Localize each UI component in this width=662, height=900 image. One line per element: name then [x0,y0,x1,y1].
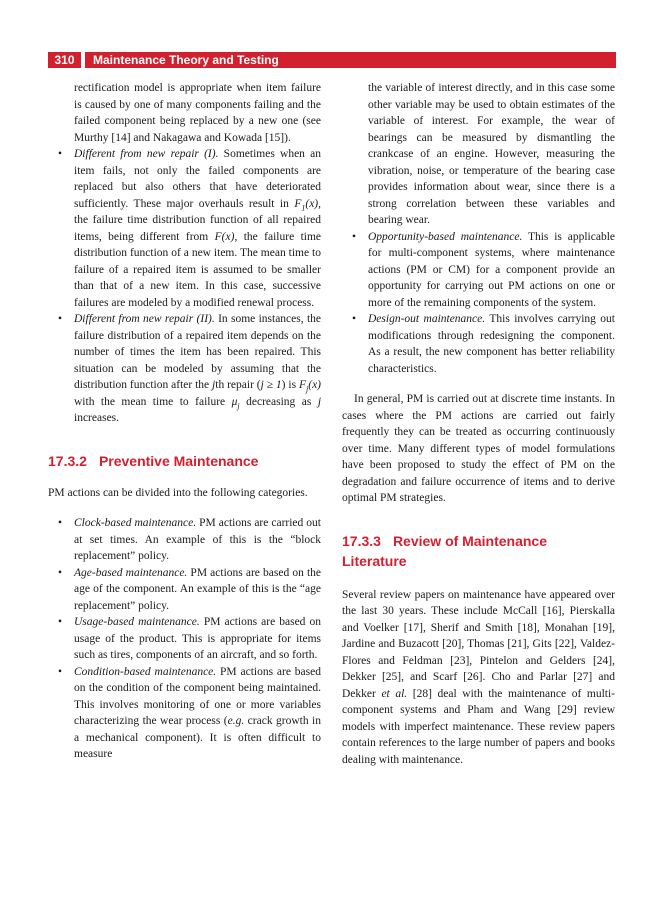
list-item: • Condition-based maintenance. PM actions are based on the condition of the component being maintained. This involves monitoring of one or more variables characterizing the wear process (e.g. crack growth in a mechanical component). It is often difficult to measure [58,665,321,760]
list-item: • Opportunity-based maintenance. This is applicable for multi-component systems, where maintenance actions (PM or CM) for a component provide an opportunity for carrying out PM actions on one or more of the remaining components of the system. [352,230,615,309]
running-title: Maintenance Theory and Testing [85,52,616,68]
bullet-icon: • [58,566,63,579]
list-item: • Different from new repair (II). In some instances, the failure distribution of a repaired item depends on the number of times the item has been repaired. This situation can be modeled by assuming that the distribution function after the jth repair (j ≥ 1) is $F_j(x)$ with the mean time to failure $\mu_j$ decreasing as j increases. [58,313,322,424]
math-expression: $F_1(x)$ [294,197,319,212]
bullet-icon: • [58,665,63,678]
list-item-term: Condition-based maintenance. [74,665,217,678]
repair-bullet-list [48,146,321,427]
bullet-icon: • [58,313,63,325]
continued-paragraph: the variable of interest directly, and in this case some other variable may be used to obtain estimates of the variable of interest. For example, the wear of bearings can be measured by dismantling the crankcase of an engine. However, measuring the vibration, noise, or temperature of the bearing case provides information about wear, since there is a strong correlation between these variables and bearing wear. [368,82,615,226]
page-number: 310 [48,52,81,68]
list-item: • Clock-based maintenance. PM actions are carried out at set times. An example of this is the “block replacement” policy. [58,517,321,562]
paragraph: In general, PM is carried out at discrete time instants. In cases where the PM actions are carried out fairly frequently they can be treated as occurring continuously over time. Many different types of model formulations have been proposed to study the effect of PM on the degradation and failure occurrence of items and to derive optimal PM strategies. [342,393,615,504]
left-column [48,80,321,763]
bullet-icon: • [352,313,357,325]
section-heading: 17.3.3 Review of Maintenance Literature [342,532,547,569]
running-header [48,52,616,68]
bullet-icon: • [58,517,63,529]
pm-category-list-continued [342,229,615,378]
list-item-term: Different from new repair (II). [74,313,215,325]
list-item: • Age-based maintenance. PM actions are based on the age of the component. An example of this is the “age replacement” policy. [58,566,321,612]
list-item: • Different from new repair (I). Sometimes when an item fails, not only the failed components are replaced but also others that have deteriorated sufficiently. These major overhauls result in $F_1(x)$, the failure time distribution function of all repaired items, being different from F(x), the failure time distribution function of a new item. The mean time to failure of a repaired item is assumed to be smaller than that of a new item. In this case, successive failures are modeled by a modified renewal process. [58,148,322,309]
pm-category-list [48,515,321,763]
list-item: • Usage-based maintenance. PM actions are based on usage of the product. This is appropriate for items such as tires, components of an aircraft, and so forth. [58,616,321,661]
section-heading: 17.3.2 Preventive Maintenance [48,452,259,469]
math-expression: $\mu_j$ [231,395,240,410]
list-item-term: Different from new repair (I). [74,148,219,160]
list-item-term: Usage-based maintenance. [74,616,200,628]
bullet-icon: • [352,230,357,243]
right-column [342,80,615,768]
list-item-term: Clock-based maintenance. [74,517,197,529]
list-item: • Design-out maintenance. This involves carrying out modifications through redesigning the component. As a result, the new component has better reliability characteristics. [352,313,615,375]
math-expression: F(x) [214,230,235,243]
list-item-term: Opportunity-based maintenance. [368,230,523,243]
list-item-term: Design-out maintenance. [368,313,486,325]
bullet-icon: • [58,148,63,160]
continued-paragraph: rectification model is appropriate when item failure is caused by one of many components failing and the failed component being replaced by a new one (see Murthy [14] and Nakagawa and Kowada [15]). [74,82,321,144]
math-expression: $F_j(x)$ [298,379,321,394]
paragraph: Several review papers on maintenance have appeared over the last 30 years. These include McCall [16], Pierskalla and Voelker [17], Sherif and Smith [18], Monahan [19], Jardine and Buzacott [20], Thomas [21], Gits [22], Valdez-Flores and Feldman [23], Pintelon and Gelders [24], Dekker [25], and Scarf [26]. Cho and Parlar [27] and Dekker et al. [28] deal with the maintenance of multi-component systems and Pham and Wang [29] review models with imperfect maintenance. These review papers contain references to the large number of papers and books dealing with maintenance. [342,588,616,766]
bullet-icon: • [58,616,63,628]
list-item-term: Age-based maintenance. [74,566,188,579]
paragraph: PM actions can be divided into the following categories. [48,486,308,499]
